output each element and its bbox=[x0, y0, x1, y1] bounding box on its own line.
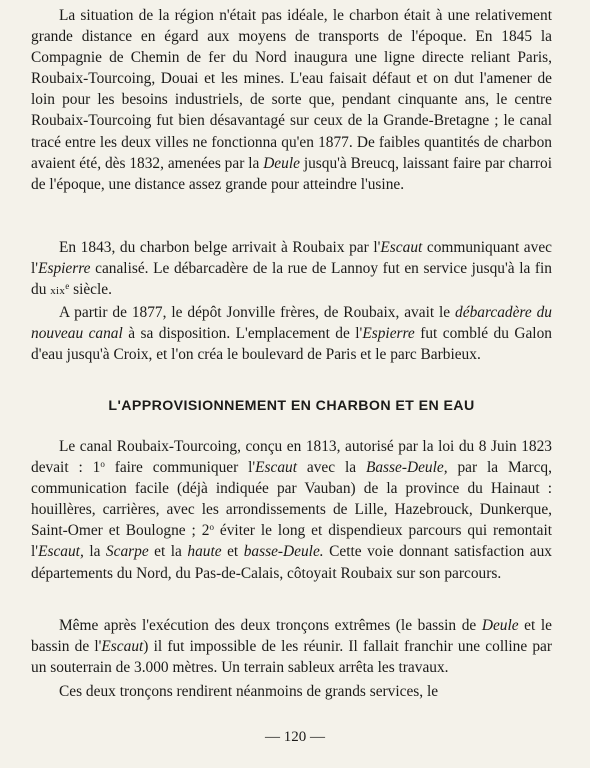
emphasis-basse-deule: Basse-Deule, bbox=[365, 459, 448, 477]
century-superscript: e bbox=[65, 281, 70, 292]
paragraph-text: ) il fut impossible de les réunir. Il fallait franchir une colline par un souterrain de 3.000 mètres. Un terrain sableux arrêta les travaux. bbox=[31, 638, 552, 677]
paragraph-text: communiquant avec l' bbox=[31, 239, 552, 278]
paragraph-text: la bbox=[89, 543, 101, 561]
paragraph-text: Cette voie donnant satisfaction aux départements du Nord, du Pas-de-Calais, côtoyait Roubaix sur son parcours. bbox=[31, 543, 552, 582]
paragraph-text: et la bbox=[154, 543, 182, 561]
paragraph-text: et bbox=[227, 543, 239, 561]
paragraph-text: La situation de la région n'était pas idéale, le charbon était à une relativement grande distance en égard aux moyens de transports de l'époque. En 1845 la Compagnie de Chemin de fer du Nord inaugura une ligne directe reliant Paris, Roubaix-Tourcoing, Douai et les mines. L'eau faisait défaut et on dut l'amener de loin pour les besoins industriels, de sorte que, pendant cinquante ans, le centre Roubaix-Tourcoing fut bien désavantagé sur ceux de la Grande-Bretagne ; le canal tracé entre les deux villes ne fonctionna qu'en 1877. De faibles quantités de charbon avaient été, dès 1832, amenées par la bbox=[31, 7, 552, 172]
emphasis-deule: Deule bbox=[263, 154, 300, 172]
emphasis-espierre: Espierre bbox=[362, 325, 415, 343]
emphasis-espierre: Espierre bbox=[38, 260, 91, 278]
century-numeral: xix bbox=[50, 285, 66, 298]
paragraph-situation bbox=[31, 5, 552, 195]
paragraph-text: jusqu'à Breucq, laissant faire par charroi de l'époque, une distance assez grande pour atteindre l'usine. bbox=[31, 154, 552, 193]
emphasis-escaut: Escaut, bbox=[38, 543, 84, 561]
emphasis-deule: Deule bbox=[481, 617, 519, 634]
paragraph-text: siècle. bbox=[73, 281, 112, 299]
paragraph-services bbox=[31, 681, 552, 702]
paragraph-text: par la Marcq, communication facile (déjà indiquée par Vauban) de la province du Hainaut : houillères, carrières, avec les arrondissements de Lille, Hazebrouck, Dunkerque, Saint-Omer et Boulogne ; 2 bbox=[31, 459, 552, 540]
paragraph-text: et le bassin de l' bbox=[31, 617, 552, 656]
paragraph-text: éviter le long et dispendieux parcours qui remontait l' bbox=[31, 522, 552, 561]
emphasis-debarcadere: débarcadère du nouveau canal bbox=[31, 304, 552, 343]
section-heading: L'APPROVISIONNEMENT EN CHARBON ET EN EAU bbox=[108, 398, 475, 414]
paragraph-text: En 1843, du charbon belge arrivait à Roubaix par l' bbox=[59, 239, 381, 256]
paragraph-text: avec la bbox=[306, 459, 357, 477]
paragraph-charbon-belge bbox=[31, 237, 552, 302]
paragraph-text: fut comblé du Galon d'eau jusqu'à Croix, et l'on créa le boulevard de Paris et le parc Barbieux. bbox=[31, 325, 552, 364]
paragraph-text: canalisé. Le débarcadère de la rue de Lannoy fut en service jusqu'à la fin du bbox=[31, 260, 553, 299]
paragraph-jonville bbox=[31, 302, 552, 365]
paragraph-text: Même après l'exécution des deux tronçons extrêmes (le bassin de bbox=[59, 617, 477, 634]
emphasis-escaut: Escaut bbox=[380, 239, 423, 256]
paragraph-troncons bbox=[31, 615, 552, 678]
paragraph-text: A partir de 1877, le dépôt Jonville frères, de Roubaix, avait le bbox=[59, 304, 451, 321]
emphasis-scarpe: Scarpe bbox=[105, 543, 149, 561]
ordinal-superscript: o bbox=[100, 459, 105, 470]
emphasis-escaut: Escaut bbox=[101, 638, 144, 656]
emphasis-escaut: Escaut bbox=[255, 459, 298, 477]
paragraph-text: à sa disposition. L'emplacement de l' bbox=[128, 325, 363, 343]
emphasis-basse-deule: basse-Deule. bbox=[243, 543, 324, 561]
paragraph-canal bbox=[31, 436, 552, 584]
paragraph-text: faire communiquer l' bbox=[114, 459, 256, 477]
page-number: — 120 — bbox=[265, 729, 325, 745]
paragraph-text: Le canal Roubaix-Tourcoing, conçu en 1813, autorisé par la loi du 8 Juin 1823 devait : 1 bbox=[31, 438, 552, 477]
ordinal-superscript: o bbox=[209, 522, 214, 533]
emphasis-haute: haute bbox=[187, 543, 222, 561]
paragraph-text: Ces deux tronçons rendirent néanmoins de grands services, le bbox=[59, 683, 439, 700]
